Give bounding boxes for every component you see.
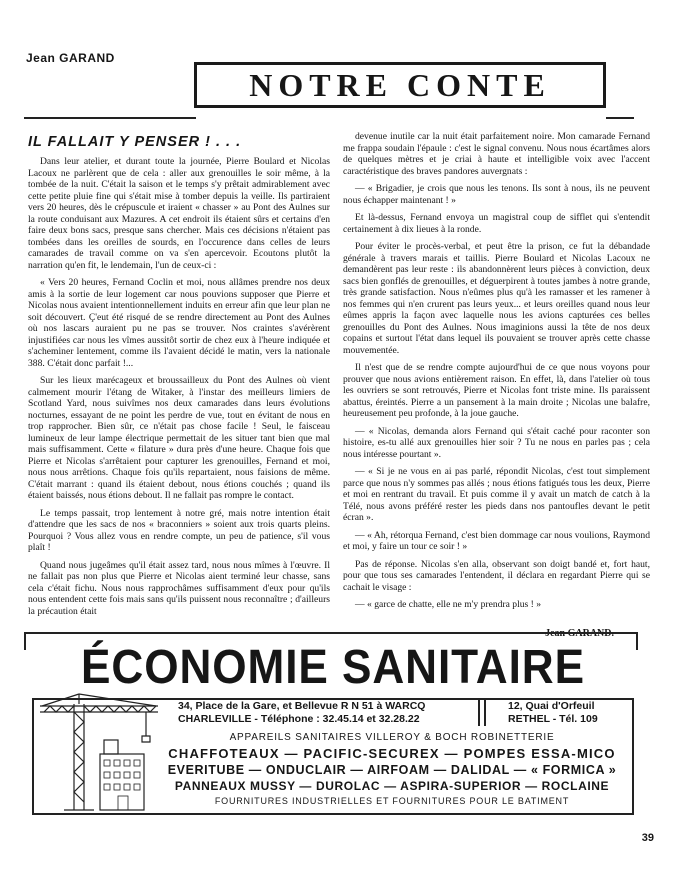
advert-line: CHAFFOTEAUX — PACIFIC-SECUREX — POMPES ESSA-MICO: [168, 746, 616, 761]
article-paragraph: Il n'est que de se rendre compte aujourd'hui de ce que nous voyons pour prouver que nous avions entièrement raison. En effet, là, dans l'atelier où tous les ouvriers se sont retrouvés, Pierre et Nicolas font triste mine. Ils paraissent abattus, éreintés. Pierre a un pansement à la main droite ; Nicolas une balafre, heureusement peu profonde, à la joue gauche.: [343, 362, 650, 419]
article-headline: IL FALLAIT Y PENSER ! . . .: [28, 134, 242, 150]
advert-line: FOURNITURES INDUSTRIELLES ET FOURNITURES POUR LE BATIMENT: [214, 796, 570, 806]
advert-top-rule: [24, 632, 638, 634]
advert-line: APPAREILS SANITAIRES VILLEROY & BOCH ROBINETTERIE: [229, 732, 555, 743]
title-box: [194, 62, 606, 108]
author-name: Jean GARAND: [26, 51, 115, 65]
article-paragraph: Et là-dessus, Fernand envoya un magistral coup de sifflet qui s'entendit certainement à dix lieues à la ronde.: [343, 212, 650, 235]
advert-bracket: [24, 632, 26, 650]
page-title: NOTRE CONTE: [249, 66, 551, 103]
crane-building-icon: [34, 692, 164, 814]
article-paragraph: Pas de réponse. Nicolas s'en alla, observant son doigt bandé et, fort haut, pour que tous ses camarades l'entendent, il déclara en regardant Pierre qui se cachait le visage :: [343, 558, 650, 593]
divider: [24, 117, 196, 119]
article-paragraph: — « Ah, rétorqua Fernand, c'est bien dommage car nous voulions, Raymond et moi, y faire un tour ce soir ! »: [343, 529, 650, 552]
address-line: 12, Quai d'Orfeuil: [508, 700, 595, 712]
advert-line: PANNEAUX MUSSY — DUROLAC — ASPIRA-SUPERIOR — ROCLAINE: [174, 779, 610, 793]
article-paragraph: Sur les lieux marécageux et broussailleux du Pont des Aulnes où vient calmement mourir l'étang de Witaker, à l'instar des meilleurs limiers de Scotland Yard, nous suivîmes nos deux camarades dans leurs évolutions nocturnes, essayant de ne point les perdre de vue, tout en évitant de nous en trop rapprocher. Bien sûr, ce n'était pas chose facile ! Seul, le faisceau lumineux de leur lampe électrique permettait de les situer tant bien que mal mais suffisamment. Cette « filature » dura près d'une heure. Chaque fois que Pierre et Nicolas s'arrêtaient pour capturer les grenouilles, Fernand et moi, nous nous arrêtions. Chaque fois qu'ils repartaient, nous faisions de même. C'était marrant : quand ils étaient debout, nous étions couchés ; quand ils étaient baissés, nous étions debout. Il ne fallait pas rompre le contact.: [28, 375, 330, 501]
article-right-column: [343, 131, 650, 617]
address-separator: [476, 700, 488, 726]
page-number: 39: [641, 832, 654, 844]
advert-title: ÉCONOMIE SANITAIRE: [81, 641, 585, 694]
article-paragraph: — « garce de chatte, elle ne m'y prendra plus ! »: [355, 599, 542, 610]
address-line: RETHEL - Tél. 109: [508, 713, 598, 725]
article-paragraph: — « Brigadier, je crois que nous les tenons. Ils sont à nous, ils ne peuvent nous échapper maintenant ! »: [343, 183, 650, 206]
advert-address-charleville: [178, 700, 425, 726]
article-paragraph: Pour éviter le procès-verbal, et peut être la prison, ce fut la débandade générale à travers marais et taillis. Pierre Boulard et Nicolas Lacoux ne demandèrent pas leur reste : ils abandonnèrent leurs pièces à conviction, deux sacs bien gonflés de grenouilles, et déguerpirent à toutes jambes à notre grande, très grande satisfaction. Nous n'eûmes plus qu'à les ramasser et les ramener à nos femmes qui n'en crurent pas leurs yeux... et leurs oreilles quand nous leur eûmes appris la façon avec laquelle nous les avions capturées ces belles grenouilles du Pont des Aulnes. Nous imaginions aussi la tête de nos deux copains et surtout l'état dans lequel ils pouvaient se trouver après cette chasse mouvementée.: [343, 241, 650, 356]
address-line: 34, Place de la Gare, et Bellevue R N 51 à WARCQ: [178, 700, 426, 712]
advert-bracket: [636, 632, 638, 650]
address-line: CHARLEVILLE - Téléphone : 32.45.14 et 32.28.22: [178, 713, 420, 725]
article-paragraph: devenue inutile car la nuit était parfaitement noire. Mon camarade Fernand me frappa soudain l'épaule : c'est le signal convenu. Nous nous écartâmes alors de quelques mètres et je criai à haute et intelligible voix avec l'accent caractéristique des braves pandores auvergnats :: [343, 131, 650, 177]
article-paragraph: Le temps passait, trop lentement à notre gré, mais notre intention était d'attendre que les sacs de nos « braconniers » soient aux trois quarts pleins. Pourquoi ? Vous allez vous en rendre compte, un peu de patience, s'il vous plaît !: [28, 507, 330, 553]
divider: [606, 117, 634, 119]
article-paragraph: Dans leur atelier, et durant toute la journée, Pierre Boulard et Nicolas Lacoux ne parlèrent que de cela : aller aux grenouilles le soir même, à la tombée de la nuit. C'était la saison et le temps s'y prêtait admirablement avec cette petite pluie fine qui s'était mise à tomber depuis la veille. Ils partiraient vers 20 heures, dès le crépuscule et iraient « chasser » au Pont des Aulnes sur la route conduisant aux Mazures. A cet endroit ils étaient sûrs et certains d'en faire deux bons sacs, presque sans chercher. Mais ces décisions n'étaient pas tombées dans les oreilles de sourds, en l'occurence dans celles de leurs camarades de travail comme on va s'en apercevoir. Ecoutons plutôt la narration qu'en fit, le lendemain, l'un de ceux-ci :: [28, 156, 330, 271]
article-paragraph: — « Si je ne vous en ai pas parlé, répondit Nicolas, c'est tout simplement parce que nous n'y sommes pas allés ; nous étions fatigués tous les deux, Pierre et moi en rentrant du travail. Et puis comme il y avait un match de catch à la Télé, nous avons préféré rester les pieds dans nos pantoufles devant le petit écran ».: [343, 466, 650, 523]
advert-line: EVERITUBE — ONDUCLAIR — AIRFOAM — DALIDAL — « FORMICA »: [167, 763, 617, 777]
article-paragraph: — « Nicolas, demanda alors Fernand qui s'était caché pour raconter son histoire, es-tu allé aux grenouilles hier soir ? Tu ne nous en parles pas ; cela nous intéresse pourtant ».: [343, 425, 650, 460]
article-left-column: [28, 156, 330, 623]
article-paragraph: « Vers 20 heures, Fernand Coclin et moi, nous allâmes prendre nos deux amis à la sortie de leur logement car nous pouvions supposer que Pierre et Nicolas nous avaient intentionnellement induits en erreur afin que leur plan ne soit découvert. Ç'eut été risqué de se rendre directement au Pont des Aulnes où nos lascars auraient pu ne pas se trouver. Nos craintes s'avérèrent injustifiées car nous les vîmes aussitôt sortir de chez eux à l'heure indiquée et s'acheminer lentement, comme ils l'avaient décidé le matin, vers la nationale 388. C'était donc parfait !...: [28, 277, 330, 369]
article-paragraph: Quand nous jugeâmes qu'il était assez tard, nous nous mîmes à l'œuvre. Il ne fallait pas non plus que Pierre et Nicolas aient terminé leur chasse, sans cela c'était fichu. Nous nous rapprochâmes suffisamment d'eux pour qu'ils nous entendent cette fois mais sans qu'ils puissent nous reconnaître ; d'ailleurs la précaution était: [28, 559, 330, 617]
advert-address-rethel: [508, 700, 598, 726]
